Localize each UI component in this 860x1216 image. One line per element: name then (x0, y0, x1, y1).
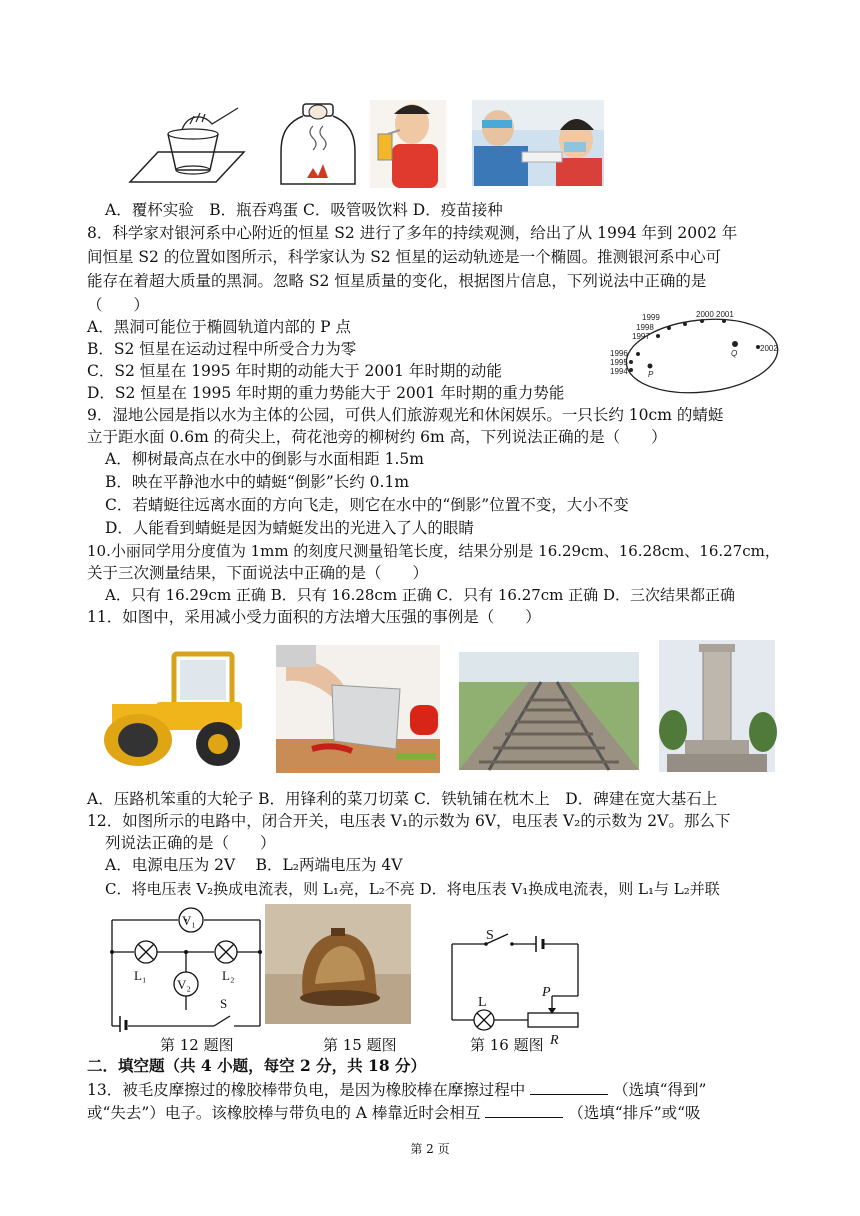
figure-caption-12: 第 12 题图 (160, 1036, 234, 1054)
circuit-figure-12 (104, 904, 264, 1030)
q8-option-c: C．S2 恒星在 1995 年时期的动能大于 2001 年时期的动能 (87, 362, 502, 380)
q8-stem-line3: 能存在着超大质量的黑洞。忽略 S2 恒星质量的变化，根据图片信息，下列说法中正确的是 (87, 272, 707, 290)
q9-stem-line1: 9．湿地公园是指以水为主体的公园，可供人们旅游观光和休闲娱乐。一只长约 10cm 的蜻蜓 (87, 406, 724, 424)
q10-stem-line2: 关于三次测量结果，下面说法中正确的是（ ） (87, 564, 429, 582)
orbit-figure (606, 306, 780, 396)
fig16-label-s: S (486, 928, 494, 943)
q8-answer-bracket: （ ） (87, 296, 150, 314)
egg-bottle-figure (275, 100, 361, 192)
fig16-label-r: R (550, 1033, 559, 1048)
fig16-label-p: P (542, 985, 551, 1000)
q8-stem-line2: 间恒星 S2 的位置如图所示，科学家认为 S2 恒星的运动轨迹是一个椭圆。推测银河系中心可 (87, 248, 722, 266)
q10-stem-line1: 10.小丽同学用分度值为 1mm 的刻度尺测量铅笔长度，结果分别是 16.29cm、16.28cm、16.27cm， (87, 542, 780, 560)
q13-line2-part2: （选填“排斥”或“吸 (568, 1104, 701, 1122)
monument-figure (659, 640, 775, 772)
orbit-label-p: P (648, 370, 654, 379)
circuit-label-l2: L₂ (222, 968, 235, 983)
q8-option-d: D．S2 恒星在 1995 年时期的重力势能大于 2001 年时期的重力势能 (87, 384, 565, 402)
q12-stem-line2: 列说法正确的是（ ） (105, 834, 276, 852)
q12-options-cd: C．将电压表 V₂换成电流表，则 L₁亮，L₂不亮 D．将电压表 V₁换成电流表，则 L₁与 L₂并联 (105, 880, 720, 898)
return-capsule-figure (265, 904, 411, 1024)
cup-experiment-figure (120, 104, 250, 188)
orbit-label-1997: 1997 (632, 332, 650, 341)
q8-option-b: B．S2 恒星在运动过程中所受合力为零 (87, 340, 357, 358)
orbit-label-2002: 2002 (760, 344, 778, 353)
orbit-label-2001: 2001 (716, 310, 734, 319)
q9-option-a: A．柳树最高点在水中的倒影与水面相距 1.5m (105, 450, 424, 468)
circuit-label-v1: V₁ (182, 913, 196, 928)
q8-option-a: A．黑洞可能位于椭圆轨道内部的 P 点 (87, 318, 351, 336)
q13-line2-part1: 或“失去”）电子。该橡胶棒与带负电的 A 棒靠近时会相互 (87, 1104, 481, 1122)
orbit-label-1995: 1995 (610, 358, 628, 367)
circuit-label-l1: L₁ (134, 968, 147, 983)
orbit-label-2000: 2000 (696, 310, 714, 319)
figure-caption-15: 第 15 题图 (323, 1036, 397, 1054)
section2-title: 二．填空题（共 4 小题，每空 2 分，共 18 分） (87, 1056, 427, 1075)
q10-options: A．只有 16.29cm 正确 B．只有 16.28cm 正确 C．只有 16.27cm 正确 D．三次结果都正确 (105, 586, 735, 604)
road-roller-figure (96, 648, 252, 772)
q11-stem: 11．如图中，采用减小受力面积的方法增大压强的事例是（ ） (87, 608, 541, 626)
orbit-label-1996: 1996 (610, 349, 628, 358)
circuit-label-s: S (220, 996, 228, 1011)
vaccine-figure (472, 100, 604, 186)
q8-stem-line1: 8．科学家对银河系中心附近的恒星 S2 进行了多年的持续观测，给出了从 1994 年到 2002 年 (87, 224, 738, 242)
orbit-label-1999: 1999 (642, 313, 660, 322)
q9-stem-line2: 立于距水面 0.6m 的荷尖上，荷花池旁的柳树约 6m 高，下列说法正确的是（ ） (87, 428, 667, 446)
q13-line2 (87, 1102, 701, 1124)
q12-options-ab: A．电源电压为 2V B．L₂两端电压为 4V (105, 856, 403, 874)
q13-line1-part2: （选填“得到” (613, 1081, 707, 1099)
fig16-label-l: L (478, 995, 487, 1010)
orbit-label-1994: 1994 (610, 367, 628, 376)
q9-option-c: C．若蜻蜓往远离水面的方向飞走，则它在水中的“倒影”位置不变，大小不变 (105, 496, 629, 514)
q7-options: A．覆杯实验 B．瓶吞鸡蛋 C．吸管吸饮料 D．疫苗接种 (105, 201, 503, 219)
page-number: 第 2 页 (410, 1142, 450, 1156)
q11-options: A．压路机笨重的大轮子 B．用锋利的菜刀切菜 C．铁轨铺在枕木上 D．碑建在宽大基石上 (87, 790, 718, 808)
q13-blank-1[interactable] (530, 1080, 608, 1095)
q9-option-d: D．人能看到蜻蜓是因为蜻蜓发出的光进入了人的眼睛 (105, 519, 474, 537)
railway-figure (459, 652, 639, 770)
q13-line1-part1: 13．被毛皮摩擦过的橡胶棒带负电，是因为橡胶棒在摩擦过程中 (87, 1081, 526, 1099)
q12-stem-line1: 12．如图所示的电路中，闭合开关，电压表 V₁的示数为 6V，电压表 V₂的示数为 2V。那么下 (87, 812, 731, 830)
orbit-label-q: Q (731, 349, 738, 358)
knife-cutting-figure (276, 645, 440, 773)
circuit-label-v2: V₂ (177, 977, 191, 992)
q13-blank-2[interactable] (485, 1103, 563, 1118)
figure-caption-16: 第 16 题图 (470, 1036, 544, 1054)
q13-line1 (87, 1079, 706, 1101)
q9-option-b: B．映在平静池水中的蜻蜓“倒影”长约 0.1m (105, 473, 410, 491)
straw-drink-figure (370, 100, 446, 188)
orbit-label-1998: 1998 (636, 323, 654, 332)
